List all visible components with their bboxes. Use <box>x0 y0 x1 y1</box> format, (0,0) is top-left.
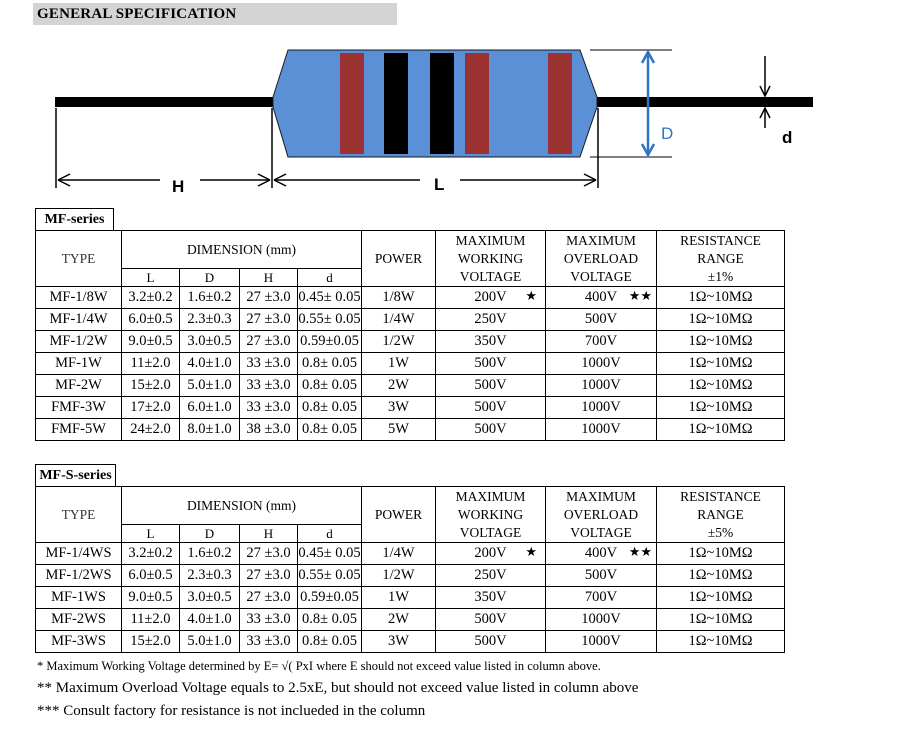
overload-voltage-cell <box>546 331 657 353</box>
resistance-range-header: RESISTANCE RANGE ±5% <box>657 487 785 543</box>
power-header: POWER <box>362 231 436 287</box>
resistance-range-cell: 1Ω~10MΩ <box>657 609 785 631</box>
table-row <box>36 287 785 309</box>
resistance-range-cell: 1Ω~10MΩ <box>657 565 785 587</box>
band-1 <box>340 53 364 154</box>
mf-series-label: MF-series <box>35 208 114 230</box>
table-row <box>36 419 785 441</box>
voltage-value: 500V <box>474 355 507 371</box>
lead-length-cell: 33 ±3.0 <box>240 375 298 397</box>
voltage-value: 250V <box>474 567 507 583</box>
resistance-range-cell: 1Ω~10MΩ <box>657 543 785 565</box>
length-cell: 15±2.0 <box>122 375 180 397</box>
power-cell: 1W <box>362 353 436 375</box>
diameter-cell: 2.3±0.3 <box>180 565 240 587</box>
length-cell: 6.0±0.5 <box>122 309 180 331</box>
overload-voltage-cell <box>546 309 657 331</box>
note-working-voltage: * Maximum Working Voltage determined by E= √( PxI where E should not exceed value listed in column above. <box>37 659 601 673</box>
length-cell: 15±2.0 <box>122 631 180 653</box>
lead-diameter-cell: 0.8± 0.05 <box>298 419 362 441</box>
table-row <box>36 375 785 397</box>
lead-length-cell: 27 ±3.0 <box>240 331 298 353</box>
overload-voltage-cell <box>546 609 657 631</box>
lead-length-cell: 27 ±3.0 <box>240 565 298 587</box>
diameter-cell: 5.0±1.0 <box>180 631 240 653</box>
lead-length-cell: 33 ±3.0 <box>240 631 298 653</box>
resistance-range-cell: 1Ω~10MΩ <box>657 353 785 375</box>
overload-voltage-cell <box>546 375 657 397</box>
voltage-value: 350V <box>474 589 507 605</box>
type-cell: MF-2W <box>36 375 122 397</box>
voltage-value: 500V <box>584 567 618 583</box>
footnote-star-icon: ★ <box>525 544 537 559</box>
max-overload-header: MAXIMUM OVERLOAD VOLTAGE <box>546 231 657 287</box>
length-cell: 6.0±0.5 <box>122 565 180 587</box>
lead-length-cell: 33 ±3.0 <box>240 609 298 631</box>
left-lead <box>55 97 273 107</box>
band-2 <box>384 53 408 154</box>
length-cell: 17±2.0 <box>122 397 180 419</box>
type-cell: MF-3WS <box>36 631 122 653</box>
diameter-cell: 8.0±1.0 <box>180 419 240 441</box>
dim-l-header: L <box>122 525 180 543</box>
diameter-cell: 1.6±0.2 <box>180 543 240 565</box>
voltage-value: 500V <box>474 633 507 649</box>
working-voltage-cell <box>436 353 546 375</box>
voltage-value: 200V <box>474 289 507 305</box>
working-voltage-cell <box>436 631 546 653</box>
mfs-series-table <box>35 486 785 653</box>
type-cell: FMF-5W <box>36 419 122 441</box>
dim-d-header: D <box>180 525 240 543</box>
length-cell: 3.2±0.2 <box>122 287 180 309</box>
lead-diameter-cell: 0.59±0.05 <box>298 331 362 353</box>
band-5 <box>548 53 572 154</box>
voltage-value: 1000V <box>581 399 621 415</box>
voltage-value: 500V <box>474 421 507 437</box>
table-row <box>36 309 785 331</box>
footnote-star-icon: ★★ <box>628 544 652 559</box>
note-overload-voltage: ** Maximum Overload Voltage equals to 2.5xE, but should not exceed value listed in column above <box>37 680 639 696</box>
dim-l-header: L <box>122 269 180 287</box>
resistor-diagram <box>0 28 910 203</box>
diameter-cell: 4.0±1.0 <box>180 609 240 631</box>
overload-voltage-cell <box>546 419 657 441</box>
diameter-cell: 2.3±0.3 <box>180 309 240 331</box>
voltage-value: 250V <box>474 311 507 327</box>
resistance-range-cell: 1Ω~10MΩ <box>657 587 785 609</box>
voltage-value: 1000V <box>581 633 621 649</box>
type-cell: MF-1/8W <box>36 287 122 309</box>
overload-voltage-cell <box>546 543 657 565</box>
type-cell: MF-1WS <box>36 587 122 609</box>
diameter-cell: 3.0±0.5 <box>180 331 240 353</box>
length-cell: 9.0±0.5 <box>122 331 180 353</box>
type-header: TYPE <box>36 231 122 287</box>
lead-diameter-cell: 0.45± 0.05 <box>298 287 362 309</box>
lead-diameter-cell: 0.55± 0.05 <box>298 565 362 587</box>
voltage-value: 400V <box>584 289 618 305</box>
length-cell: 11±2.0 <box>122 353 180 375</box>
footnote-star-icon: ★ <box>525 288 537 303</box>
label-d-lower: d <box>782 128 793 147</box>
voltage-value: 500V <box>474 611 507 627</box>
power-cell: 1/2W <box>362 331 436 353</box>
overload-voltage-cell <box>546 287 657 309</box>
table-row <box>36 353 785 375</box>
max-overload-header: MAXIMUM OVERLOAD VOLTAGE <box>546 487 657 543</box>
length-cell: 3.2±0.2 <box>122 543 180 565</box>
type-cell: MF-2WS <box>36 609 122 631</box>
mfs-series-label: MF-S-series <box>35 464 116 486</box>
power-cell: 3W <box>362 631 436 653</box>
label-d-upper: D <box>661 124 674 143</box>
section-title: GENERAL SPECIFICATION <box>33 3 397 25</box>
length-cell: 24±2.0 <box>122 419 180 441</box>
lead-length-cell: 27 ±3.0 <box>240 309 298 331</box>
resistance-range-cell: 1Ω~10MΩ <box>657 419 785 441</box>
diameter-cell: 5.0±1.0 <box>180 375 240 397</box>
table-row <box>36 397 785 419</box>
length-cell: 11±2.0 <box>122 609 180 631</box>
power-cell: 1/8W <box>362 287 436 309</box>
overload-voltage-cell <box>546 587 657 609</box>
working-voltage-cell <box>436 609 546 631</box>
voltage-value: 700V <box>584 333 618 349</box>
table-row <box>36 631 785 653</box>
diameter-cell: 6.0±1.0 <box>180 397 240 419</box>
voltage-value: 700V <box>584 589 618 605</box>
diameter-cell: 4.0±1.0 <box>180 353 240 375</box>
lead-length-cell: 27 ±3.0 <box>240 543 298 565</box>
lead-diameter-cell: 0.8± 0.05 <box>298 609 362 631</box>
voltage-value: 200V <box>474 545 507 561</box>
type-cell: MF-1/4WS <box>36 543 122 565</box>
lead-length-cell: 38 ±3.0 <box>240 419 298 441</box>
label-h: H <box>172 177 185 196</box>
working-voltage-cell <box>436 587 546 609</box>
label-l: L <box>434 175 445 194</box>
length-cell: 9.0±0.5 <box>122 587 180 609</box>
resistance-range-cell: 1Ω~10MΩ <box>657 331 785 353</box>
band-3 <box>430 53 454 154</box>
mf-series-table <box>35 230 785 441</box>
resistance-range-cell: 1Ω~10MΩ <box>657 397 785 419</box>
voltage-value: 1000V <box>581 377 621 393</box>
power-cell: 1/4W <box>362 543 436 565</box>
dim-lead-d-header: d <box>298 269 362 287</box>
lead-diameter-cell: 0.8± 0.05 <box>298 397 362 419</box>
type-cell: FMF-3W <box>36 397 122 419</box>
overload-voltage-cell <box>546 631 657 653</box>
footnote-star-icon: ★★ <box>628 288 652 303</box>
lead-diameter-cell: 0.45± 0.05 <box>298 543 362 565</box>
resistance-range-cell: 1Ω~10MΩ <box>657 375 785 397</box>
working-voltage-cell <box>436 565 546 587</box>
dim-h-header: H <box>240 269 298 287</box>
dimension-header: DIMENSION (mm) <box>122 487 362 525</box>
overload-voltage-cell <box>546 353 657 375</box>
lead-length-cell: 33 ±3.0 <box>240 397 298 419</box>
voltage-value: 400V <box>584 545 618 561</box>
voltage-value: 500V <box>584 311 618 327</box>
working-voltage-cell <box>436 397 546 419</box>
right-lead <box>595 97 813 107</box>
dim-d-header: D <box>180 269 240 287</box>
overload-voltage-cell <box>546 397 657 419</box>
type-cell: MF-1/4W <box>36 309 122 331</box>
type-header: TYPE <box>36 487 122 543</box>
band-4 <box>465 53 489 154</box>
working-voltage-cell <box>436 331 546 353</box>
voltage-value: 350V <box>474 333 507 349</box>
lead-diameter-cell: 0.55± 0.05 <box>298 309 362 331</box>
type-cell: MF-1W <box>36 353 122 375</box>
dim-h-header: H <box>240 525 298 543</box>
lead-diameter-cell: 0.8± 0.05 <box>298 353 362 375</box>
resistance-range-header: RESISTANCE RANGE ±1% <box>657 231 785 287</box>
working-voltage-cell <box>436 375 546 397</box>
working-voltage-cell <box>436 309 546 331</box>
max-working-header: MAXIMUM WORKING VOLTAGE <box>436 231 546 287</box>
overload-voltage-cell <box>546 565 657 587</box>
voltage-value: 500V <box>474 399 507 415</box>
lead-length-cell: 27 ±3.0 <box>240 287 298 309</box>
voltage-value: 500V <box>474 377 507 393</box>
dimension-header: DIMENSION (mm) <box>122 231 362 269</box>
power-cell: 2W <box>362 375 436 397</box>
power-cell: 5W <box>362 419 436 441</box>
voltage-value: 1000V <box>581 611 621 627</box>
table-row <box>36 331 785 353</box>
diameter-cell: 3.0±0.5 <box>180 587 240 609</box>
voltage-value: 1000V <box>581 421 621 437</box>
table-row <box>36 587 785 609</box>
power-cell: 2W <box>362 609 436 631</box>
type-cell: MF-1/2WS <box>36 565 122 587</box>
resistance-range-cell: 1Ω~10MΩ <box>657 631 785 653</box>
note-consult-factory: *** Consult factory for resistance is not inclueded in the column <box>37 703 426 719</box>
power-cell: 3W <box>362 397 436 419</box>
table-row <box>36 565 785 587</box>
power-cell: 1/2W <box>362 565 436 587</box>
working-voltage-cell <box>436 419 546 441</box>
type-cell: MF-1/2W <box>36 331 122 353</box>
working-voltage-cell <box>436 543 546 565</box>
lead-diameter-cell: 0.8± 0.05 <box>298 631 362 653</box>
max-working-header: MAXIMUM WORKING VOLTAGE <box>436 487 546 543</box>
diameter-cell: 1.6±0.2 <box>180 287 240 309</box>
lead-length-cell: 33 ±3.0 <box>240 353 298 375</box>
lead-length-cell: 27 ±3.0 <box>240 587 298 609</box>
power-header: POWER <box>362 487 436 543</box>
lead-diameter-cell: 0.59±0.05 <box>298 587 362 609</box>
power-cell: 1W <box>362 587 436 609</box>
resistance-range-cell: 1Ω~10MΩ <box>657 287 785 309</box>
power-cell: 1/4W <box>362 309 436 331</box>
voltage-value: 1000V <box>581 355 621 371</box>
working-voltage-cell <box>436 287 546 309</box>
resistance-range-cell: 1Ω~10MΩ <box>657 309 785 331</box>
table-row <box>36 543 785 565</box>
table-row <box>36 609 785 631</box>
lead-diameter-cell: 0.8± 0.05 <box>298 375 362 397</box>
dim-lead-d-header: d <box>298 525 362 543</box>
